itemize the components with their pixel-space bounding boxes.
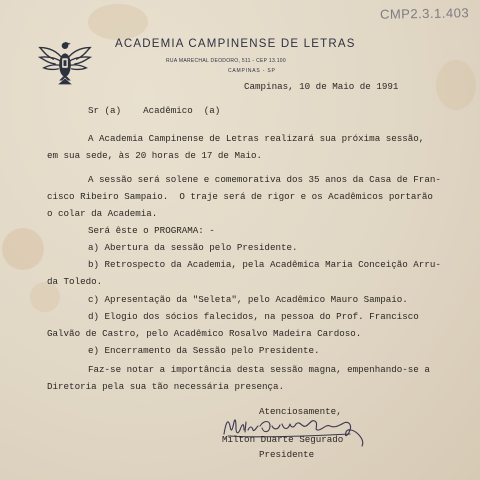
eagle-emblem-icon: [36, 36, 94, 94]
body-line: A Academia Campinense de Letras realizará sua próxima sessão,: [88, 133, 425, 144]
program-item-continuation: da Toledo.: [47, 276, 103, 287]
program-item-continuation: Galvão de Castro, pelo Acadêmico Rosalvo Madeira Cardoso.: [47, 328, 362, 339]
body-line: A sessão será solene e comemorativa dos 35 anos da Casa de Fran-: [88, 174, 441, 185]
program-item: b) Retrospecto da Academia, pela Acadêmica Maria Conceição Arru-: [88, 259, 441, 270]
signer-title: Presidente: [259, 449, 315, 460]
paper-stain: [88, 4, 148, 40]
body-line: o colar da Academia.: [47, 208, 158, 219]
program-item: c) Apresentação da "Seleta", pelo Acadêmico Mauro Sampaio.: [88, 294, 408, 305]
paper-stain: [2, 228, 44, 270]
program-item: d) Elogio dos sócios falecidos, na pessoa do Prof. Francisco: [88, 311, 419, 322]
place-date: Campinas, 10 de Maio de 1991: [244, 81, 399, 92]
paper-stain: [436, 60, 476, 110]
program-item: e) Encerramento da Sessão pelo Presidente.: [88, 345, 320, 356]
institution-address: RUA MARECHAL DEODORO, 511 - CEP 13.100: [166, 58, 286, 64]
program-heading: Será êste o PROGRAMA: -: [88, 225, 215, 236]
signer-name: Milton Duarte Segurado: [222, 434, 344, 445]
body-line: Diretoria pela sua tão necessária presença.: [47, 381, 285, 392]
program-item: a) Abertura da sessão pelo Presidente.: [88, 242, 298, 253]
body-line: Faz-se notar a importância desta sessão magna, empenhando-se a: [88, 364, 430, 375]
institution-city: CAMPINAS - SP: [228, 68, 276, 74]
closing: Atenciosamente,: [259, 406, 342, 417]
body-line: cisco Ribeiro Sampaio. O traje será de rigor e os Acadêmicos portarão: [47, 191, 433, 202]
salutation: Sr (a) Acadêmico (a): [88, 105, 221, 116]
archive-reference-code: CMP2.3.1.403: [379, 5, 470, 22]
institution-name: ACADEMIA CAMPINENSE DE LETRAS: [115, 38, 356, 50]
body-line: em sua sede, às 20 horas de 17 de Maio.: [47, 150, 263, 161]
